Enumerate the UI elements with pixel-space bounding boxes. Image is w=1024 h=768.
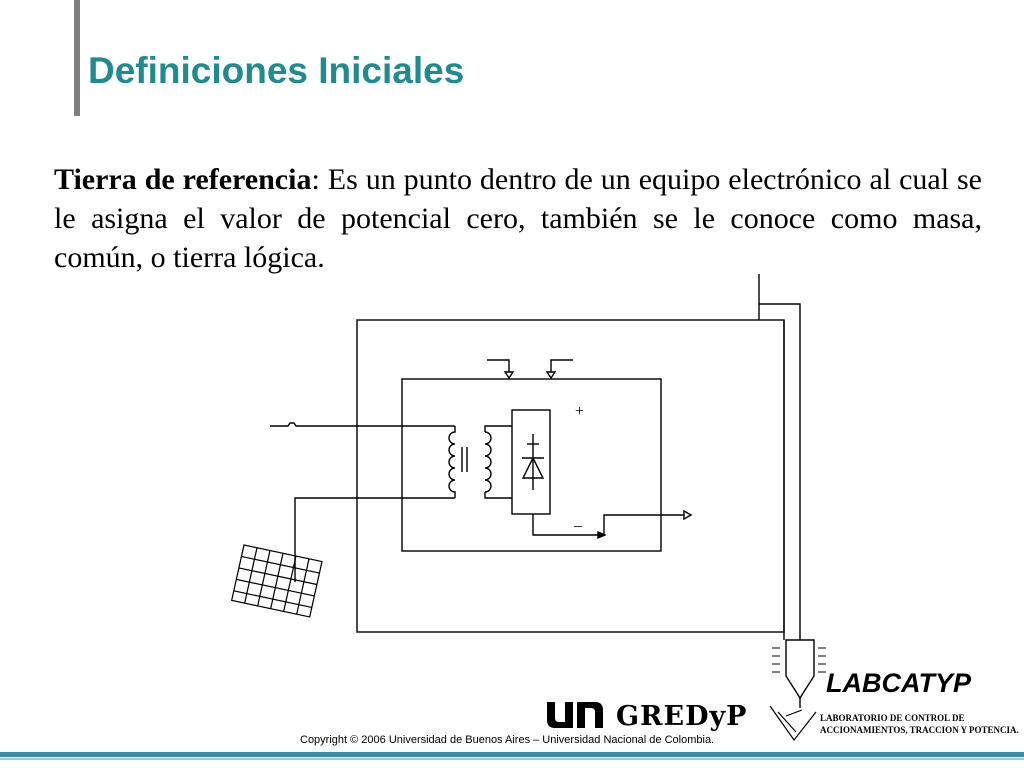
footer-rule [0, 752, 1024, 757]
un-logo [545, 700, 605, 730]
definition-term: Tierra de referencia [54, 163, 312, 196]
gredyp-logo-text: GREDyP [616, 701, 748, 732]
copyright-notice: Copyright © 2006 Universidad de Buenos Aires – Universidad Nacional de Colombia. [300, 734, 715, 746]
equipment-enclosure [357, 320, 784, 632]
definition-text: : Es un punto dentro de un equipo electrónico al cual se le asigna el valor de potencial cero, también se le conoce como masa, común, o tierra lógica. [54, 163, 982, 274]
footer-rule-light [0, 758, 1024, 760]
ground-grid [232, 545, 322, 617]
primary-winding [449, 426, 455, 498]
labcatyp-emblem [766, 636, 826, 748]
minus-label: _ [574, 512, 582, 529]
labcatyp-logo-text: LABCATYP [826, 668, 971, 698]
plus-label: + [575, 403, 585, 420]
secondary-winding [485, 432, 491, 492]
lab-name-line-1: LABORATORIO DE CONTROL DE [820, 713, 965, 723]
slide-title: Definiciones Iniciales [88, 50, 465, 91]
input-line [270, 423, 455, 426]
circuit-box [402, 379, 661, 551]
lab-full-name [820, 712, 1024, 736]
lab-name-line-2: ACCIONAMIENTOS, TRACCION Y POTENCIA. [820, 725, 1019, 735]
